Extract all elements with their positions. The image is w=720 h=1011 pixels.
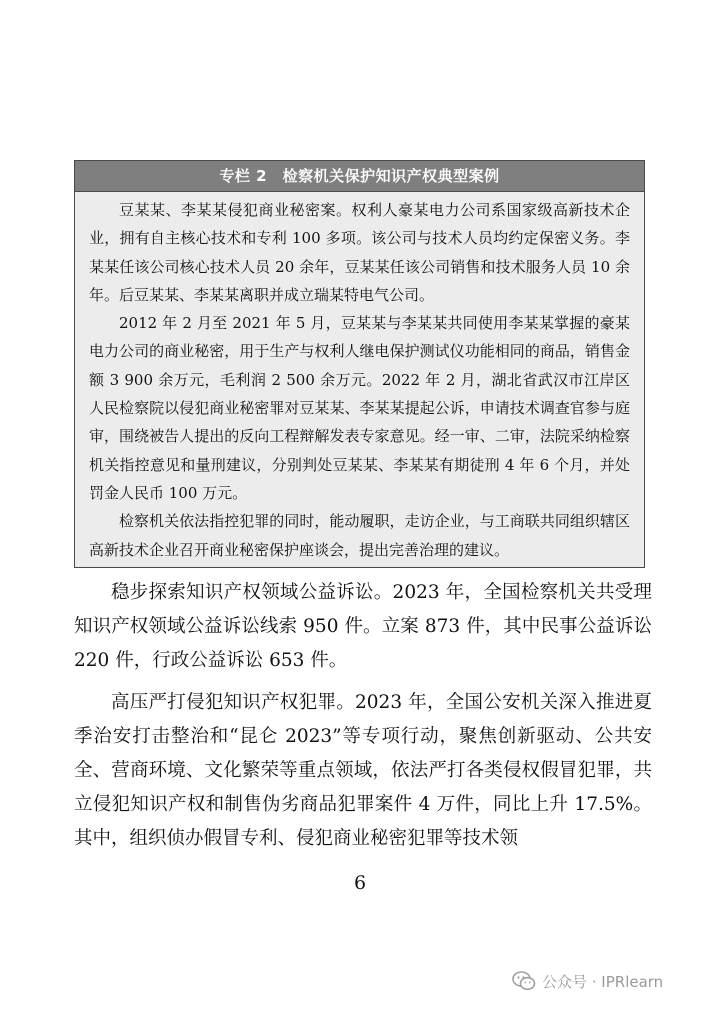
- sidebar-case-box: [74, 160, 645, 568]
- wechat-watermark: [512, 968, 663, 994]
- case-paragraph: 检察机关依法指控犯罪的同时，能动履职，走访企业，与工商联共同组织辖区高新技术企业召开商业秘密保护座谈会，提出完善治理的建议。: [89, 512, 630, 559]
- body-paragraph: 高压严打侵犯知识产权犯罪。2023 年，全国公安机关深入推进夏季治安打击整治和“昆仑 2023”等专项行动，聚焦创新驱动、公共安全、营商环境、文化繁荣等重点领域，依法严打各类侵权假冒犯罪，共立侵犯知识产权和制售伪劣商品犯罪案件 4 万件，同比上升 17.5%。其中，组织侦办假冒专利、侵犯商业秘密犯罪等技术领: [74, 692, 652, 849]
- case-box-title: 专栏 2 检察机关保护知识产权典型案例: [75, 161, 644, 192]
- wechat-icon: [512, 970, 536, 992]
- watermark-text: 公众号 · IPRlearn: [542, 972, 664, 991]
- body-paragraph: 稳步探索知识产权领域公益诉讼。2023 年，全国检察机关共受理知识产权领域公益诉讼线索 950 件。立案 873 件，其中民事公益诉讼 220 件，行政公益诉讼 653 件。: [74, 582, 652, 671]
- page-number: 6: [353, 872, 367, 894]
- main-text: [74, 576, 652, 864]
- case-paragraph: 2012 年 2 月至 2021 年 5 月，豆某某与李某某共同使用李某某掌握的豪某电力公司的商业秘密，用于生产与权利人继电保护测试仪功能相同的商品，销售金额 3 900 余万元，毛利润 2 500 余万元。2022 年 2 月，湖北省武汉市江岸区人民检察院以侵犯商业秘密罪对豆某某、李某某提起公诉，申请技术调查官参与庭审，围绕被告人提出的反向工程辩解发表专家意见。经一审、二审，法院采纳检察机关指控意见和量刑建议，分别判处豆某某、李某某有期徒刑 4 年 6 个月，并处罚金人民币 100 万元。: [89, 314, 630, 502]
- case-box-body: [75, 192, 644, 564]
- case-paragraph: 豆某某、李某某侵犯商业秘密案。权利人豪某电力公司系国家级高新技术企业，拥有自主核心技术和专利 100 多项。该公司与技术人员均约定保密义务。李某某任该公司核心技术人员 20 余年，豆某某任该公司销售和技术服务人员 10 余年。后豆某某、李某某离职并成立瑞某特电气公司。: [89, 201, 630, 304]
